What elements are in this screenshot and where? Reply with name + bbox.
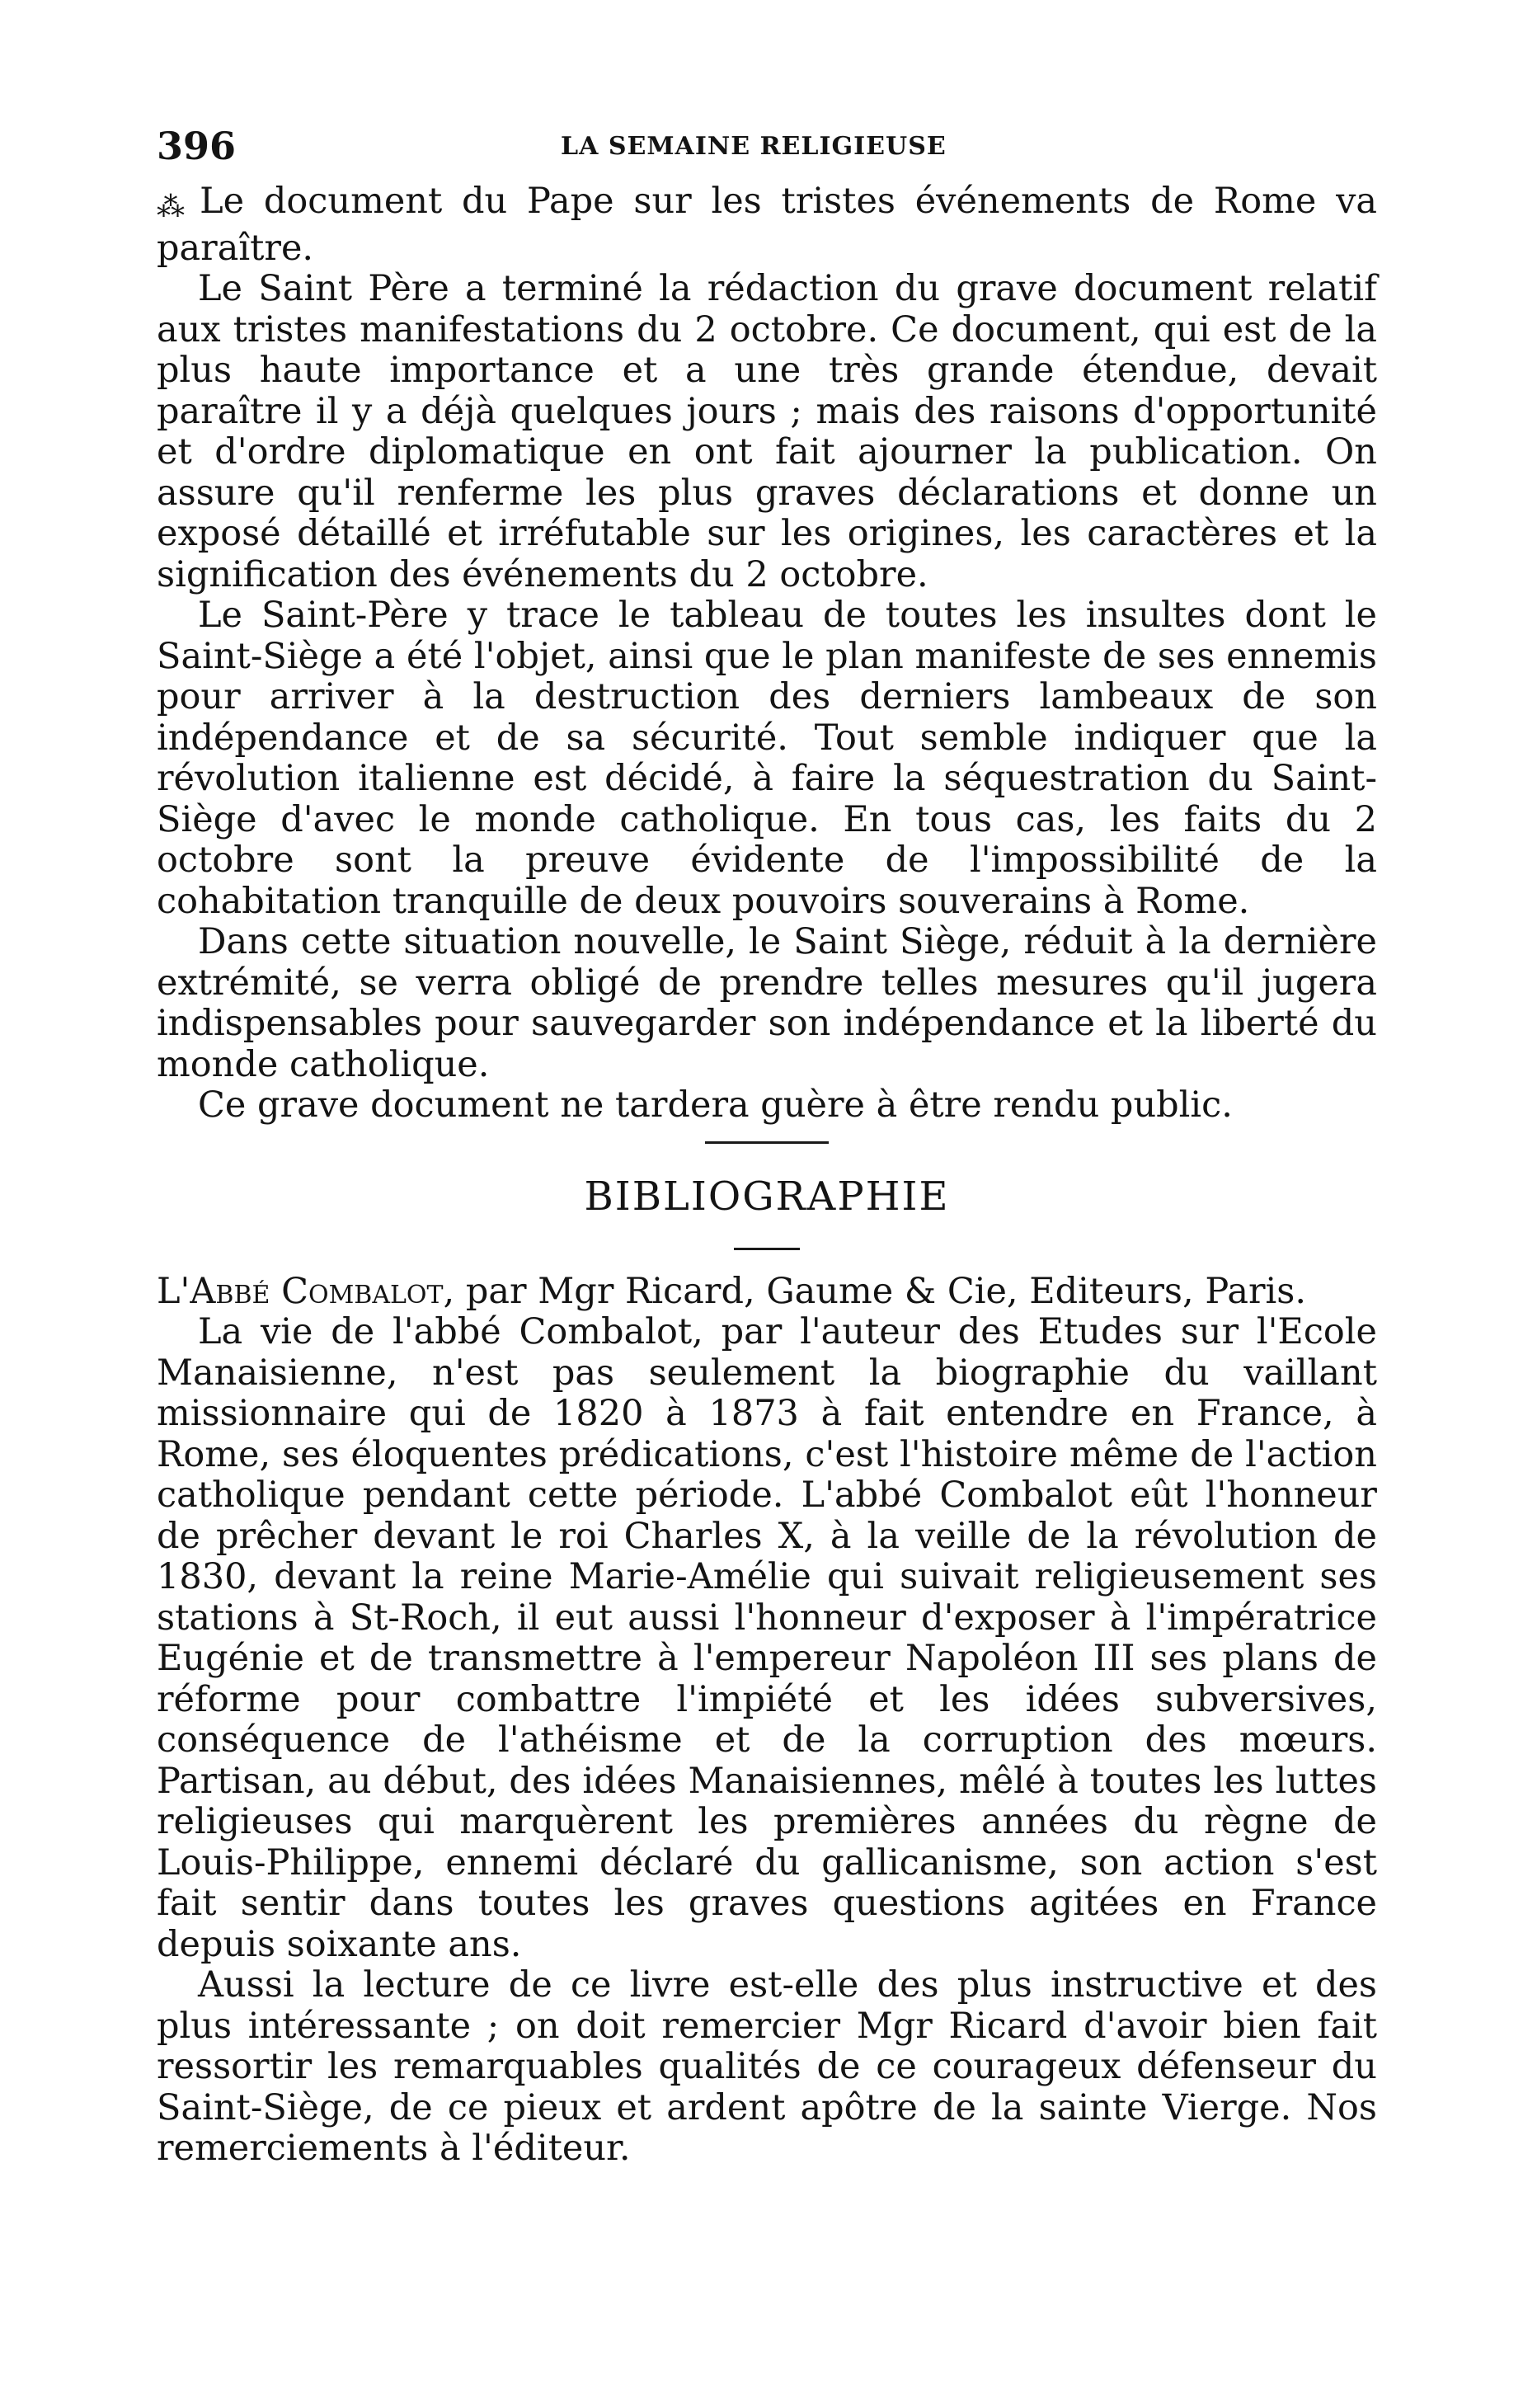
news-paragraph: Dans cette situation nouvelle, le Saint Siège, réduit à la dernière extrémité, se verra obligé de prendre telles mesures qu'il jugera indispensables pour sauvegarder son indépendance et la liberté du monde catholique. bbox=[157, 921, 1377, 1085]
news-paragraph: Le Saint-Père y trace le tableau de toutes les insultes dont le Saint-Siège a été l'objet, ainsi que le plan manifeste de ses ennemis pour arriver à la destruction des derniers lambeaux de son indépendance et de sa sécurité. Tout semble indiquer que la révolution italienne est décidé, à faire la séquestration du Saint-Siège d'avec le monde catholique. En tous cas, les faits du 2 octobre sont la preuve évidente de l'impossibilité de la cohabitation tranquille de deux pouvoirs souverains à Rome. bbox=[157, 595, 1377, 922]
document-page bbox=[157, 124, 1377, 2170]
book-title: L'Abbé Combalot, bbox=[157, 1270, 455, 1312]
news-lead-paragraph bbox=[157, 181, 1377, 269]
news-paragraph: Ce grave document ne tardera guère à être rendu public. bbox=[198, 1084, 1233, 1126]
bibliography-section bbox=[157, 1272, 1377, 2170]
news-lead-text: Le document du Pape sur les tristes événements de Rome va paraître. bbox=[157, 181, 1378, 269]
book-publisher: par Mgr Ricard, Gaume & Cie, Editeurs, Paris. bbox=[454, 1270, 1306, 1312]
news-section bbox=[157, 181, 1377, 1126]
review-paragraph: La vie de l'abbé Combalot, par l'auteur des Etudes sur l'Ecole Manaisienne, n'est pas seulement la biographie du vaillant missionnaire qui de 1820 à 1873 à fait entendre en France, à Rome, ses éloquentes prédications, c'est l'histoire même de l'action catholique pendant cette période. L'abbé Combalot eût l'honneur de prêcher devant le roi Charles X, à la veille de la révolution de 1830, devant la reine Marie-Amélie qui suivait religieusement ses stations à St-Roch, il eut aussi l'honneur d'exposer à l'impératrice Eugénie et de transmettre à l'empereur Napoléon III ses plans de réforme pour combattre l'impiété et les idées subversives, conséquence de l'athéisme et de la corruption des mœurs. Partisan, au début, des idées Manaisiennes, mêlé à toutes les luttes religieuses qui marquèrent les premières années du règne de Louis-Philippe, ennemi déclaré du gallicanisme, son action s'est fait sentir dans toutes les graves questions agitées en France depuis soixante ans. bbox=[157, 1311, 1377, 1965]
section-title-bibliographie: BIBLIOGRAPHIE bbox=[584, 1173, 950, 1220]
review-paragraph: Aussi la lecture de ce livre est-elle des plus instructive et des plus intéressante ; on doit remercier Mgr Ricard d'avoir bien fait ressortir les remarquables qualités de ce courageux défenseur du Saint-Siège, de ce pieux et ardent apôtre de la sainte Vierge. Nos remerciements à l'éditeur. bbox=[157, 1964, 1377, 2169]
title-underline bbox=[734, 1248, 800, 1250]
asterism-icon: ⁂ bbox=[157, 190, 194, 223]
book-entry bbox=[157, 1272, 1377, 1313]
running-title: LA SEMAINE RELIGIEUSE bbox=[561, 132, 947, 161]
section-divider bbox=[705, 1141, 829, 1144]
page-number: 396 bbox=[157, 124, 237, 168]
running-head bbox=[157, 124, 1377, 173]
news-paragraph: Le Saint Père a terminé la rédaction du grave document relatif aux tristes manifestations du 2 octobre. Ce document, qui est de la plus haute importance et a une très grande étendue, devait paraître il y a déjà quelques jours ; mais des raisons d'opportunité et d'ordre diplomatique en ont fait ajourner la publication. On assure qu'il renferme les plus graves déclarations et donne un exposé détaillé et irréfutable sur les origines, les caractères et la signification des événements du 2 octobre. bbox=[157, 268, 1377, 595]
